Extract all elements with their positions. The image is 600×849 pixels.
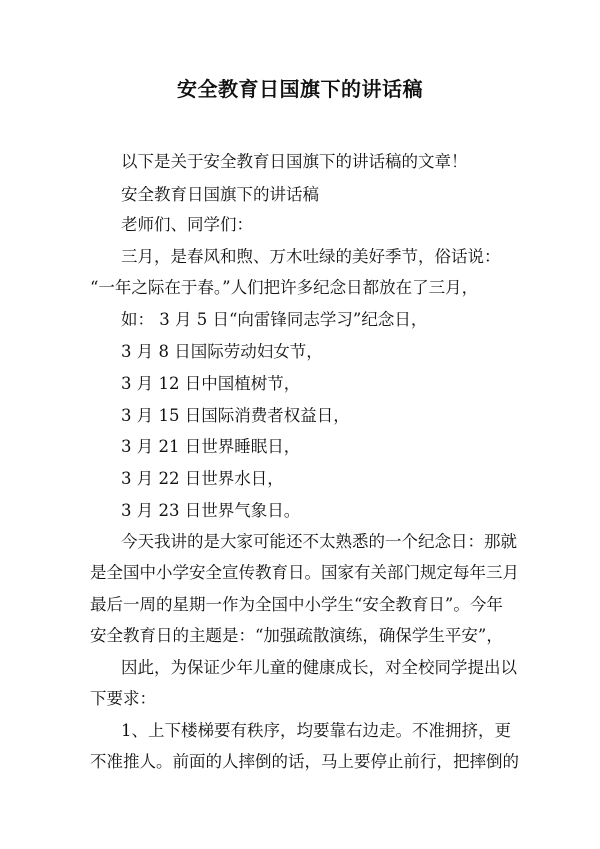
paragraph-line: 因此，为保证少年儿童的健康成长，对全校同学提出以 — [121, 658, 517, 677]
paragraph-line: 3 月 8 日国际劳动妇女节， — [121, 342, 323, 361]
paragraph-line: 以下是关于安全教育日国旗下的讲话稿的文章！ — [121, 152, 468, 171]
paragraph-line: “一年之际在于春。”人们把许多纪念日都放在了三月， — [90, 278, 479, 297]
paragraph-line: 如： 3 月 5 日“向雷锋同志学习”纪念日， — [121, 310, 428, 329]
paragraph-line: 不准推人。前面的人摔倒的话，马上要停止前行，把摔倒的 — [90, 752, 519, 771]
paragraph-line: 是全国中小学安全宣传教育日。国家有关部门规定每年三月 — [90, 563, 519, 582]
document-title: 安全教育日国旗下的讲话稿 — [177, 77, 423, 101]
paragraph-line: 3 月 21 日世界睡眠日， — [121, 437, 301, 456]
paragraph-line: 安全教育日国旗下的讲话稿 — [121, 185, 319, 204]
paragraph-line: 3 月 22 日世界水日， — [121, 469, 284, 488]
paragraph-line: 今天我讲的是大家可能还不太熟悉的一个纪念日：那就 — [121, 532, 517, 551]
paragraph-line: 下要求： — [90, 689, 156, 708]
paragraph-line: 老师们、同学们： — [121, 215, 253, 234]
paragraph-line: 最后一周的星期一作为全国中小学生“安全教育日”。今年 — [90, 595, 503, 614]
paragraph-line: 3 月 23 日世界气象日。 — [121, 501, 301, 520]
paragraph-line: 1、上下楼梯要有秩序，均要靠右边走。不准拥挤，更 — [121, 721, 511, 740]
paragraph-line: 三月，是春风和煦、万木吐绿的美好季节，俗话说： — [121, 247, 501, 266]
paragraph-line: 3 月 15 日国际消费者权益日， — [121, 406, 350, 425]
paragraph-line: 3 月 12 日中国植树节， — [121, 374, 301, 393]
paragraph-line: 安全教育日的主题是：“加强疏散演练，确保学生平安”， — [90, 626, 503, 645]
